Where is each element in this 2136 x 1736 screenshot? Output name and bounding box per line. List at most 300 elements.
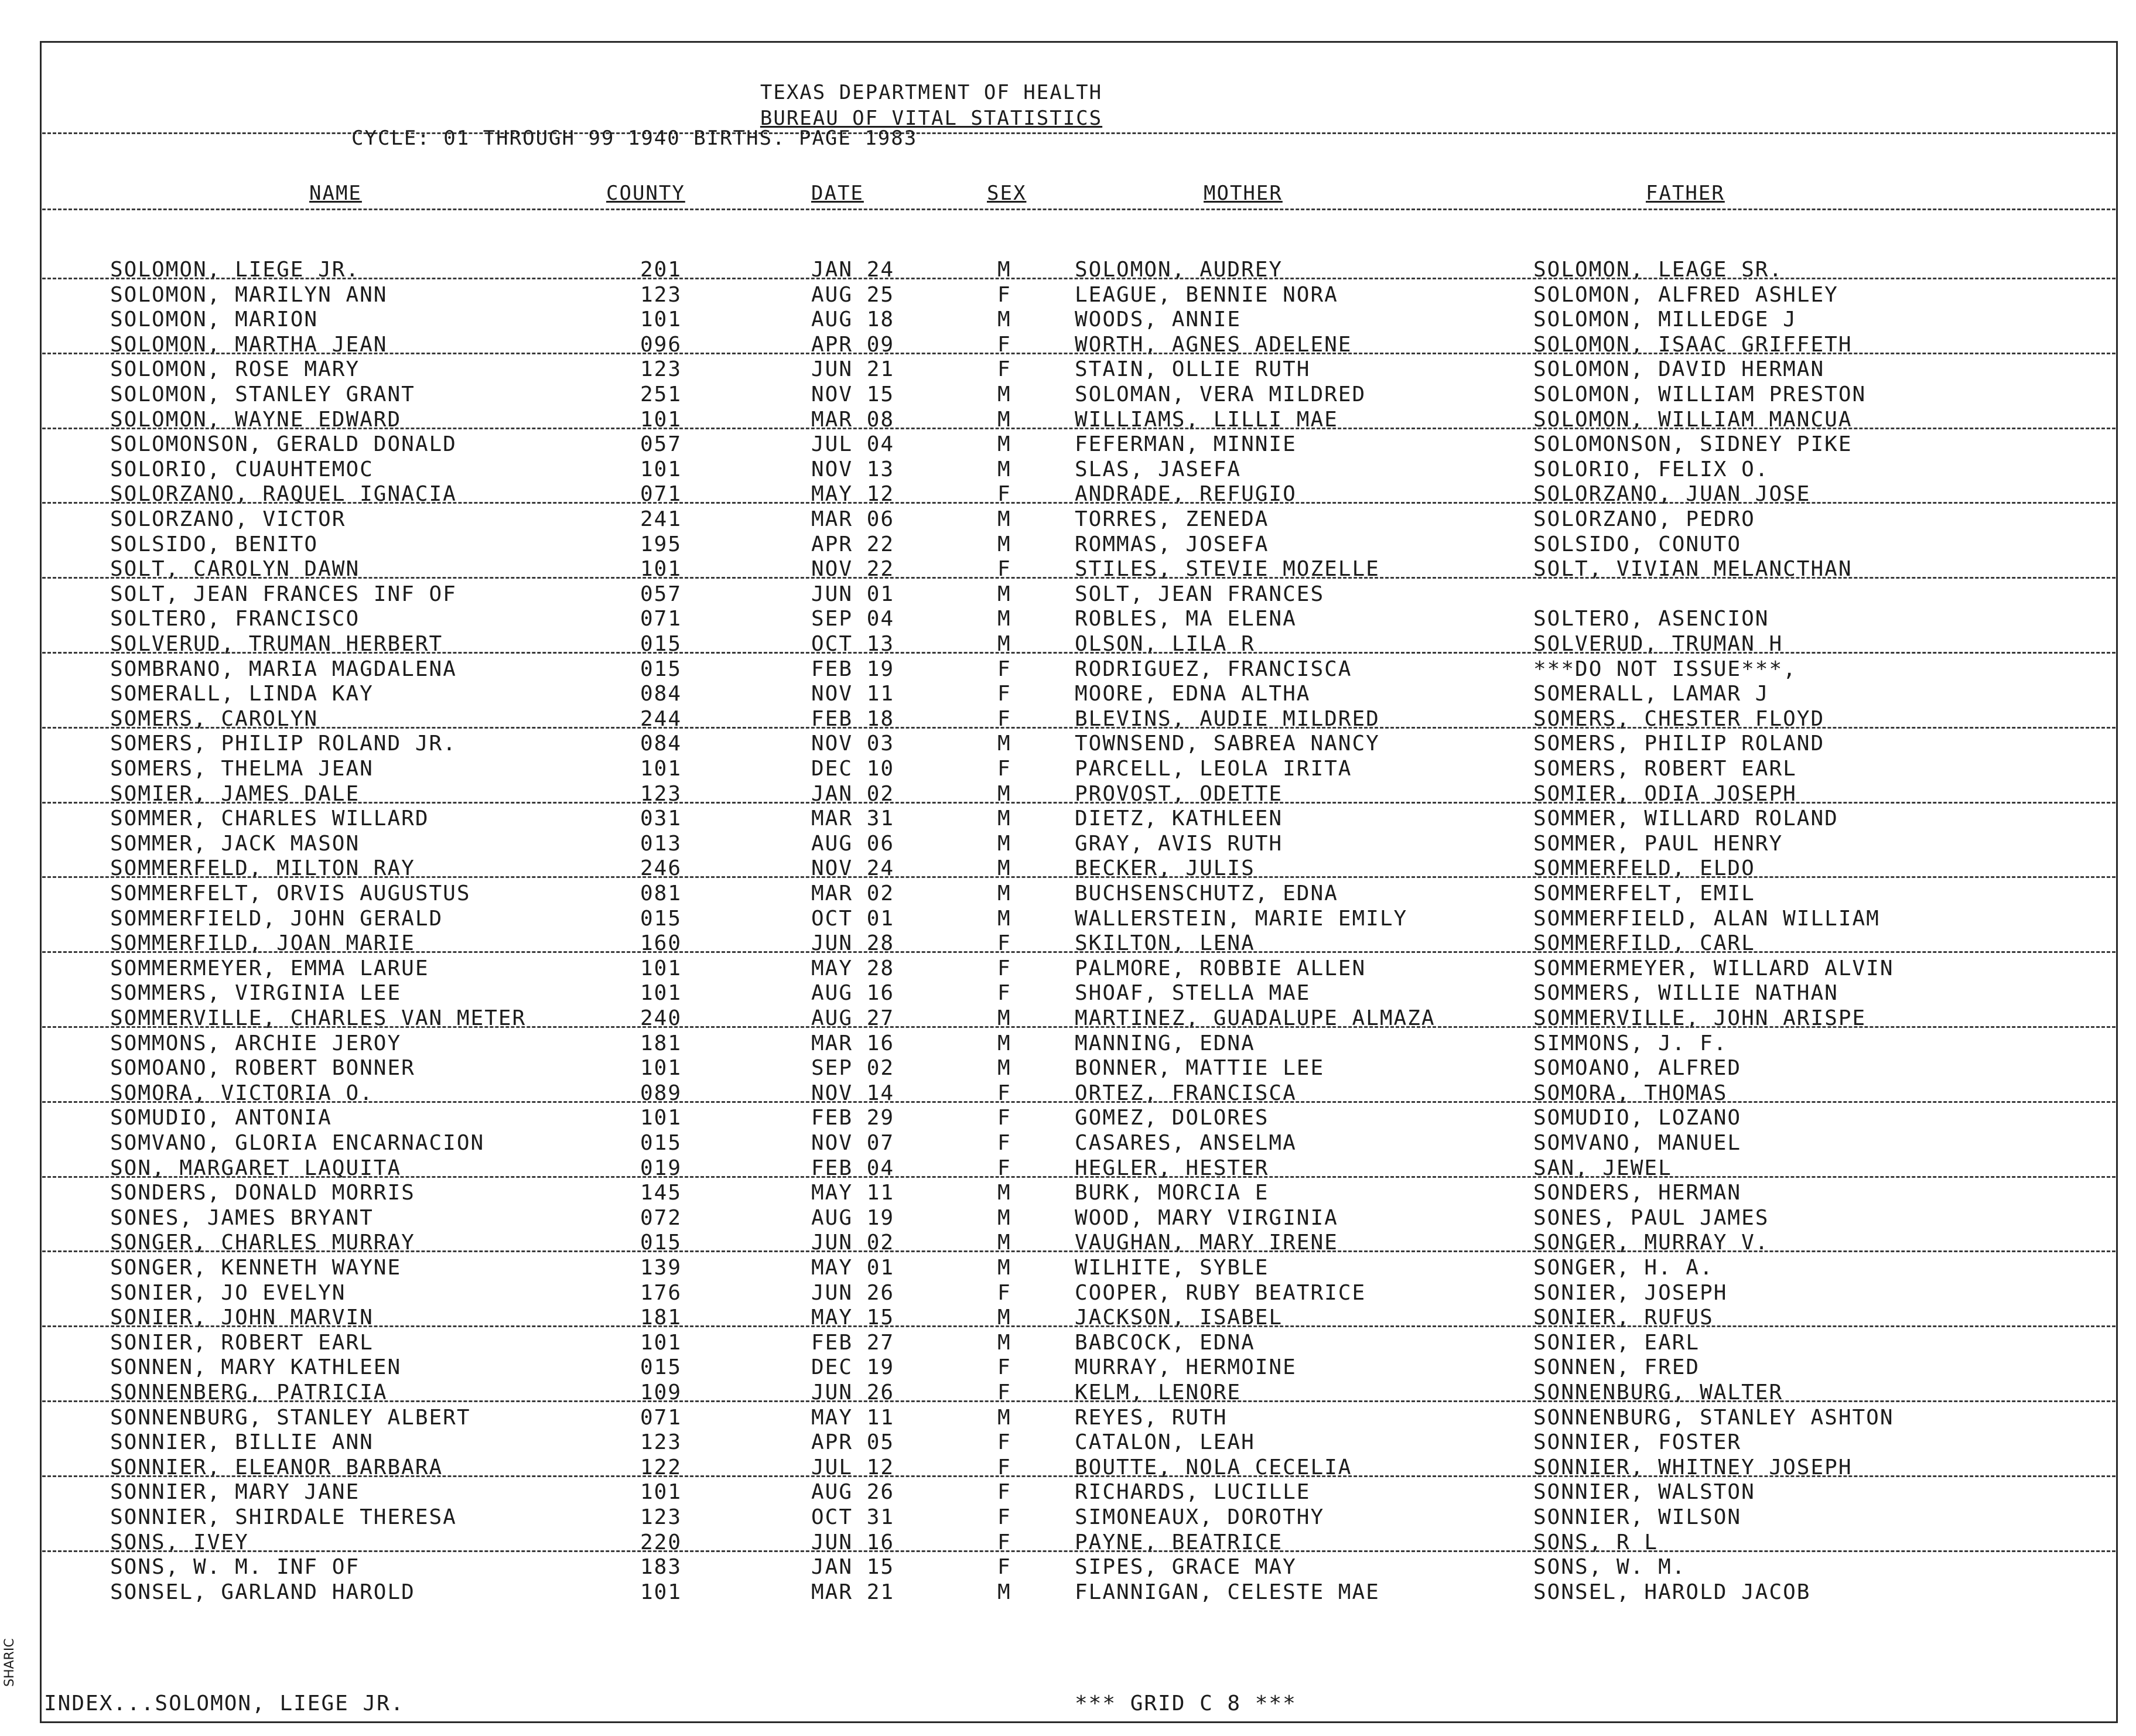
record-county: 240: [640, 1006, 682, 1030]
record-date: APR 22: [811, 532, 895, 556]
index-footer: INDEX...SOLOMON, LIEGE JR.: [44, 1691, 405, 1716]
record-county: 101: [640, 1480, 682, 1504]
record-date: MAR 21: [811, 1580, 895, 1604]
record-row: [0, 1206, 2136, 1231]
record-date: OCT 31: [811, 1505, 895, 1529]
record-county: 071: [640, 1406, 682, 1430]
record-sex: M: [997, 1580, 1011, 1604]
record-father: SOLOMON, LEAGE SR.: [1533, 258, 1783, 282]
record-row: [0, 507, 2136, 532]
record-county: 139: [640, 1256, 682, 1280]
record-county: 101: [640, 1056, 682, 1080]
record-row: [0, 432, 2136, 457]
record-mother: WOOD, MARY VIRGINIA: [1075, 1206, 1338, 1230]
record-row: [0, 1480, 2136, 1505]
record-county: 109: [640, 1380, 682, 1404]
record-sex: F: [997, 682, 1011, 706]
record-row: [0, 307, 2136, 332]
record-county: 015: [640, 1231, 682, 1255]
record-sex: M: [997, 1306, 1011, 1330]
record-county: 246: [640, 856, 682, 880]
record-mother: BURK, MORCIA E: [1075, 1181, 1269, 1205]
record-date: JUL 12: [811, 1455, 895, 1479]
record-name: SOLOMON, STANLEY GRANT: [110, 382, 415, 406]
record-sex: F: [997, 1156, 1011, 1180]
record-row: [0, 283, 2136, 307]
record-county: 181: [640, 1031, 682, 1055]
record-sex: M: [997, 1256, 1011, 1280]
record-name: SOLOMON, MARTHA JEAN: [110, 333, 388, 357]
record-date: OCT 01: [811, 907, 895, 931]
row-divider: [42, 652, 2116, 654]
record-mother: SLAS, JASEFA: [1075, 457, 1242, 481]
record-mother: ANDRADE, REFUGIO: [1075, 482, 1297, 506]
record-mother: BUCHSENSCHUTZ, EDNA: [1075, 881, 1338, 905]
record-name: SOMUDIO, ANTONIA: [110, 1106, 332, 1130]
record-mother: COOPER, RUBY BEATRICE: [1075, 1281, 1366, 1305]
record-county: 015: [640, 657, 682, 681]
record-county: 015: [640, 1131, 682, 1155]
record-date: JUN 16: [811, 1530, 895, 1554]
record-mother: WOODS, ANNIE: [1075, 307, 1242, 332]
record-name: SOMVANO, GLORIA ENCARNACION: [110, 1131, 485, 1155]
record-row: [0, 1580, 2136, 1605]
record-row: [0, 682, 2136, 706]
record-sex: M: [997, 782, 1011, 806]
record-sex: F: [997, 357, 1011, 381]
record-father: SIMMONS, J. F.: [1533, 1031, 1728, 1055]
record-mother: RODRIGUEZ, FRANCISCA: [1075, 657, 1352, 681]
record-father: SOMMERFIELD, ALAN WILLIAM: [1533, 907, 1880, 931]
record-mother: CASARES, ANSELMA: [1075, 1131, 1297, 1155]
record-row: [0, 1031, 2136, 1056]
record-county: 101: [640, 981, 682, 1005]
record-date: NOV 03: [811, 732, 895, 756]
record-father: SOLORIO, FELIX O.: [1533, 457, 1769, 481]
record-name: SOLVERUD, TRUMAN HERBERT: [110, 632, 443, 656]
record-name: SOMMERFIELD, JOHN GERALD: [110, 907, 443, 931]
record-mother: DIETZ, KATHLEEN: [1075, 807, 1283, 831]
record-mother: SKILTON, LENA: [1075, 931, 1255, 955]
record-sex: F: [997, 1505, 1011, 1529]
record-mother: PROVOST, ODETTE: [1075, 782, 1283, 806]
record-date: JUN 21: [811, 357, 895, 381]
record-county: 096: [640, 333, 682, 357]
record-father: SONIER, JOSEPH: [1533, 1281, 1728, 1305]
record-sex: F: [997, 981, 1011, 1005]
record-date: MAY 28: [811, 956, 895, 980]
record-name: SOMMERFILD, JOAN MARIE: [110, 931, 415, 955]
record-sex: M: [997, 1331, 1011, 1355]
record-sex: M: [997, 807, 1011, 831]
record-row: [0, 907, 2136, 931]
grid-footer: *** GRID C 8 ***: [1075, 1691, 1297, 1716]
record-date: MAR 02: [811, 881, 895, 905]
record-row: [0, 1430, 2136, 1455]
record-sex: M: [997, 582, 1011, 606]
record-father: SOMERS, CHESTER FLOYD: [1533, 707, 1825, 731]
record-date: SEP 02: [811, 1056, 895, 1080]
record-name: SONS, W. M. INF OF: [110, 1555, 360, 1579]
record-sex: F: [997, 283, 1011, 307]
record-name: SOMERALL, LINDA KAY: [110, 682, 374, 706]
record-name: SOMMER, JACK MASON: [110, 832, 360, 856]
record-mother: FLANNIGAN, CELESTE MAE: [1075, 1580, 1380, 1604]
record-date: JUN 26: [811, 1281, 895, 1305]
record-sex: F: [997, 931, 1011, 955]
record-father: SOMMERVILLE, JOHN ARISPE: [1533, 1006, 1867, 1030]
record-father: SONNENBURG, STANLEY ASHTON: [1533, 1406, 1894, 1430]
record-row: [0, 1256, 2136, 1280]
record-sex: M: [997, 408, 1011, 432]
record-father: SONIER, EARL: [1533, 1331, 1700, 1355]
record-name: SONNIER, SHIRDALE THERESA: [110, 1505, 457, 1529]
record-row: [0, 757, 2136, 781]
record-date: FEB 27: [811, 1331, 895, 1355]
record-mother: LEAGUE, BENNIE NORA: [1075, 283, 1338, 307]
record-mother: BABCOCK, EDNA: [1075, 1331, 1255, 1355]
record-sex: F: [997, 1555, 1011, 1579]
record-date: MAY 01: [811, 1256, 895, 1280]
record-mother: BLEVINS, AUDIE MILDRED: [1075, 707, 1380, 731]
record-father: SOMUDIO, LOZANO: [1533, 1106, 1742, 1130]
record-name: SONES, JAMES BRYANT: [110, 1206, 374, 1230]
record-sex: M: [997, 1056, 1011, 1080]
row-divider: [42, 1325, 2116, 1327]
row-divider: [42, 1101, 2116, 1103]
record-mother: GRAY, AVIS RUTH: [1075, 832, 1283, 856]
record-county: 015: [640, 632, 682, 656]
record-mother: CATALON, LEAH: [1075, 1430, 1255, 1454]
record-sex: F: [997, 956, 1011, 980]
record-county: 220: [640, 1530, 682, 1554]
record-row: [0, 881, 2136, 906]
row-divider: [42, 428, 2116, 429]
record-sex: M: [997, 507, 1011, 531]
record-sex: F: [997, 1106, 1011, 1130]
record-father: SONS, W. M.: [1533, 1555, 1686, 1579]
record-date: APR 09: [811, 333, 895, 357]
record-father: SONES, PAUL JAMES: [1533, 1206, 1769, 1230]
record-name: SONSEL, GARLAND HAROLD: [110, 1580, 415, 1604]
record-date: JAN 02: [811, 782, 895, 806]
record-name: SOLOMON, WAYNE EDWARD: [110, 408, 402, 432]
record-date: MAR 16: [811, 1031, 895, 1055]
record-mother: KELM, LENORE: [1075, 1380, 1242, 1404]
record-name: SOLT, JEAN FRANCES INF OF: [110, 582, 457, 606]
record-county: 101: [640, 757, 682, 781]
record-row: [0, 956, 2136, 981]
department-title: TEXAS DEPARTMENT OF HEALTH: [760, 81, 1103, 104]
record-mother: MANNING, EDNA: [1075, 1031, 1255, 1055]
record-sex: M: [997, 457, 1011, 481]
record-name: SOLSIDO, BENITO: [110, 532, 319, 556]
column-header-sex: SEX: [987, 182, 1027, 205]
record-county: 101: [640, 557, 682, 581]
record-county: 160: [640, 931, 682, 955]
record-sex: F: [997, 1455, 1011, 1479]
row-divider: [42, 876, 2116, 878]
record-row: [0, 807, 2136, 831]
record-county: 071: [640, 482, 682, 506]
record-father: SOMORA, THOMAS: [1533, 1081, 1728, 1105]
record-sex: F: [997, 707, 1011, 731]
record-date: JUN 02: [811, 1231, 895, 1255]
record-name: SONNENBERG, PATRICIA: [110, 1380, 388, 1404]
record-mother: VAUGHAN, MARY IRENE: [1075, 1231, 1338, 1255]
record-county: 089: [640, 1081, 682, 1105]
record-father: SOMMERMEYER, WILLARD ALVIN: [1533, 956, 1894, 980]
record-county: 122: [640, 1455, 682, 1479]
record-date: MAR 08: [811, 408, 895, 432]
record-county: 244: [640, 707, 682, 731]
record-father: SOMERS, PHILIP ROLAND: [1533, 732, 1825, 756]
record-county: 101: [640, 1331, 682, 1355]
record-date: JAN 15: [811, 1555, 895, 1579]
record-sex: M: [997, 532, 1011, 556]
record-name: SONNIER, BILLIE ANN: [110, 1430, 374, 1454]
record-date: MAR 31: [811, 807, 895, 831]
record-father: SOLOMON, ISAAC GRIFFETH: [1533, 333, 1853, 357]
record-county: 195: [640, 532, 682, 556]
record-father: SONNIER, WALSTON: [1533, 1480, 1755, 1504]
record-mother: MARTINEZ, GUADALUPE ALMAZA: [1075, 1006, 1436, 1030]
record-county: 081: [640, 881, 682, 905]
row-divider: [42, 577, 2116, 579]
record-date: FEB 04: [811, 1156, 895, 1180]
record-date: AUG 27: [811, 1006, 895, 1030]
record-father: SONNIER, FOSTER: [1533, 1430, 1742, 1454]
record-father: SOMMERFELT, EMIL: [1533, 881, 1755, 905]
record-date: JUN 01: [811, 582, 895, 606]
record-father: SONS, R L: [1533, 1530, 1659, 1554]
record-date: APR 05: [811, 1430, 895, 1454]
record-father: SOMERALL, LAMAR J: [1533, 682, 1769, 706]
record-mother: SIPES, GRACE MAY: [1075, 1555, 1297, 1579]
record-county: 101: [640, 1106, 682, 1130]
record-mother: SHOAF, STELLA MAE: [1075, 981, 1311, 1005]
record-sex: M: [997, 1031, 1011, 1055]
record-sex: F: [997, 1480, 1011, 1504]
record-date: JUL 04: [811, 432, 895, 456]
record-name: SONGER, CHARLES MURRAY: [110, 1231, 415, 1255]
record-name: SONNIER, ELEANOR BARBARA: [110, 1455, 443, 1479]
row-divider: [42, 727, 2116, 729]
record-sex: F: [997, 1281, 1011, 1305]
record-father: SOLOMON, ALFRED ASHLEY: [1533, 283, 1838, 307]
record-father: SOLORZANO, PEDRO: [1533, 507, 1755, 531]
record-county: 176: [640, 1281, 682, 1305]
record-sex: M: [997, 907, 1011, 931]
record-mother: WALLERSTEIN, MARIE EMILY: [1075, 907, 1408, 931]
record-name: SOLORIO, CUAUHTEMOC: [110, 457, 374, 481]
record-date: MAY 11: [811, 1181, 895, 1205]
record-county: 071: [640, 607, 682, 631]
record-county: 241: [640, 507, 682, 531]
record-date: MAY 15: [811, 1306, 895, 1330]
record-father: SOLOMON, DAVID HERMAN: [1533, 357, 1825, 381]
record-county: 084: [640, 682, 682, 706]
record-row: [0, 1505, 2136, 1530]
record-father: SOMMERFELD, ELDO: [1533, 856, 1755, 880]
record-mother: SIMONEAUX, DOROTHY: [1075, 1505, 1325, 1529]
record-date: AUG 26: [811, 1480, 895, 1504]
record-name: SOLOMON, LIEGE JR.: [110, 258, 360, 282]
record-row: [0, 1181, 2136, 1205]
record-name: SOMMERFELT, ORVIS AUGUSTUS: [110, 881, 471, 905]
record-row: [0, 1406, 2136, 1430]
record-date: OCT 13: [811, 632, 895, 656]
row-divider: [42, 951, 2116, 953]
record-sex: F: [997, 1355, 1011, 1379]
record-father: SOMMER, WILLARD ROLAND: [1533, 807, 1838, 831]
record-name: SONNENBURG, STANLEY ALBERT: [110, 1406, 471, 1430]
row-divider: [42, 1250, 2116, 1252]
record-county: 057: [640, 582, 682, 606]
record-row: [0, 1331, 2136, 1355]
record-county: 072: [640, 1206, 682, 1230]
record-mother: PALMORE, ROBBIE ALLEN: [1075, 956, 1366, 980]
record-name: SONNEN, MARY KATHLEEN: [110, 1355, 402, 1379]
record-sex: F: [997, 657, 1011, 681]
record-row: [0, 607, 2136, 631]
record-date: AUG 25: [811, 283, 895, 307]
record-county: 015: [640, 1355, 682, 1379]
record-sex: M: [997, 307, 1011, 332]
row-divider: [42, 1026, 2116, 1028]
record-mother: PAYNE, BEATRICE: [1075, 1530, 1283, 1554]
record-mother: SOLT, JEAN FRANCES: [1075, 582, 1325, 606]
record-date: DEC 10: [811, 757, 895, 781]
record-county: 123: [640, 1430, 682, 1454]
record-date: NOV 15: [811, 382, 895, 406]
record-county: 145: [640, 1181, 682, 1205]
record-row: [0, 1131, 2136, 1156]
record-row: [0, 582, 2136, 607]
record-name: SOLOMON, MARILYN ANN: [110, 283, 388, 307]
record-county: 123: [640, 782, 682, 806]
record-name: SOMMERS, VIRGINIA LEE: [110, 981, 402, 1005]
bureau-title: BUREAU OF VITAL STATISTICS: [760, 107, 1103, 130]
record-mother: WILHITE, SYBLE: [1075, 1256, 1269, 1280]
record-date: NOV 24: [811, 856, 895, 880]
record-date: NOV 07: [811, 1131, 895, 1155]
record-father: SONDERS, HERMAN: [1533, 1181, 1742, 1205]
record-sex: M: [997, 1231, 1011, 1255]
record-name: SONS, IVEY: [110, 1530, 249, 1554]
record-sex: F: [997, 482, 1011, 506]
record-mother: ROMMAS, JOSEFA: [1075, 532, 1269, 556]
record-county: 013: [640, 832, 682, 856]
row-divider: [42, 1550, 2116, 1552]
record-date: NOV 11: [811, 682, 895, 706]
record-name: SOLT, CAROLYN DAWN: [110, 557, 360, 581]
record-mother: ORTEZ, FRANCISCA: [1075, 1081, 1297, 1105]
record-county: 101: [640, 408, 682, 432]
record-name: SOMERS, PHILIP ROLAND JR.: [110, 732, 457, 756]
record-mother: GOMEZ, DOLORES: [1075, 1106, 1269, 1130]
record-date: NOV 13: [811, 457, 895, 481]
record-mother: REYES, RUTH: [1075, 1406, 1228, 1430]
record-father: SONNENBURG, WALTER: [1533, 1380, 1783, 1404]
record-mother: PARCELL, LEOLA IRITA: [1075, 757, 1352, 781]
record-county: 101: [640, 956, 682, 980]
record-date: MAY 11: [811, 1406, 895, 1430]
record-date: NOV 22: [811, 557, 895, 581]
record-father: SONNEN, FRED: [1533, 1355, 1700, 1379]
record-father: SONIER, RUFUS: [1533, 1306, 1714, 1330]
record-row: [0, 981, 2136, 1006]
record-father: ***DO NOT ISSUE***,: [1533, 657, 1797, 681]
record-father: SONNIER, WHITNEY JOSEPH: [1533, 1455, 1853, 1479]
record-name: SON, MARGARET LAQUITA: [110, 1156, 402, 1180]
record-name: SOMIER, JAMES DALE: [110, 782, 360, 806]
record-mother: OLSON, LILA R: [1075, 632, 1255, 656]
record-county: 101: [640, 1580, 682, 1604]
record-name: SOLTERO, FRANCISCO: [110, 607, 360, 631]
column-header-mother: MOTHER: [1204, 182, 1283, 205]
record-mother: RICHARDS, LUCILLE: [1075, 1480, 1311, 1504]
record-father: SOMIER, ODIA JOSEPH: [1533, 782, 1797, 806]
record-mother: WORTH, AGNES ADELENE: [1075, 333, 1352, 357]
record-mother: SOLOMAN, VERA MILDRED: [1075, 382, 1366, 406]
record-father: SOLOMON, WILLIAM PRESTON: [1533, 382, 1867, 406]
record-mother: STAIN, OLLIE RUTH: [1075, 357, 1311, 381]
record-row: [0, 532, 2136, 557]
record-father: SOLORZANO, JUAN JOSE: [1533, 482, 1811, 506]
record-father: SOLTERO, ASENCION: [1533, 607, 1769, 631]
record-name: SOMOANO, ROBERT BONNER: [110, 1056, 415, 1080]
record-county: 015: [640, 907, 682, 931]
record-date: MAR 06: [811, 507, 895, 531]
record-name: SOLORZANO, VICTOR: [110, 507, 346, 531]
record-mother: HEGLER, HESTER: [1075, 1156, 1269, 1180]
record-mother: FEFERMAN, MINNIE: [1075, 432, 1297, 456]
record-name: SONDERS, DONALD MORRIS: [110, 1181, 415, 1205]
record-county: 123: [640, 283, 682, 307]
record-county: 019: [640, 1156, 682, 1180]
column-header-date: DATE: [811, 182, 864, 205]
record-name: SOLOMON, ROSE MARY: [110, 357, 360, 381]
column-header-county: COUNTY: [606, 182, 685, 205]
record-mother: JACKSON, ISABEL: [1075, 1306, 1283, 1330]
record-sex: M: [997, 732, 1011, 756]
record-sex: F: [997, 333, 1011, 357]
record-mother: MURRAY, HERMOINE: [1075, 1355, 1297, 1379]
record-row: [0, 732, 2136, 756]
record-name: SOMMERMEYER, EMMA LARUE: [110, 956, 429, 980]
record-name: SOMBRANO, MARIA MAGDALENA: [110, 657, 457, 681]
record-mother: BECKER, JULIS: [1075, 856, 1255, 880]
record-father: SOLSIDO, CONUTO: [1533, 532, 1742, 556]
record-county: 123: [640, 357, 682, 381]
record-row: [0, 1281, 2136, 1306]
record-county: 201: [640, 258, 682, 282]
record-father: SOMOANO, ALFRED: [1533, 1056, 1742, 1080]
record-father: SOLOMONSON, SIDNEY PIKE: [1533, 432, 1853, 456]
column-header-divider: [42, 209, 2116, 210]
record-date: SEP 04: [811, 607, 895, 631]
record-county: 084: [640, 732, 682, 756]
record-county: 031: [640, 807, 682, 831]
record-sex: M: [997, 258, 1011, 282]
record-father: SAN, JEWEL: [1533, 1156, 1672, 1180]
record-name: SOLOMON, MARION: [110, 307, 319, 332]
record-date: AUG 19: [811, 1206, 895, 1230]
row-divider: [42, 1400, 2116, 1402]
record-name: SONGER, KENNETH WAYNE: [110, 1256, 402, 1280]
record-sex: M: [997, 1406, 1011, 1430]
